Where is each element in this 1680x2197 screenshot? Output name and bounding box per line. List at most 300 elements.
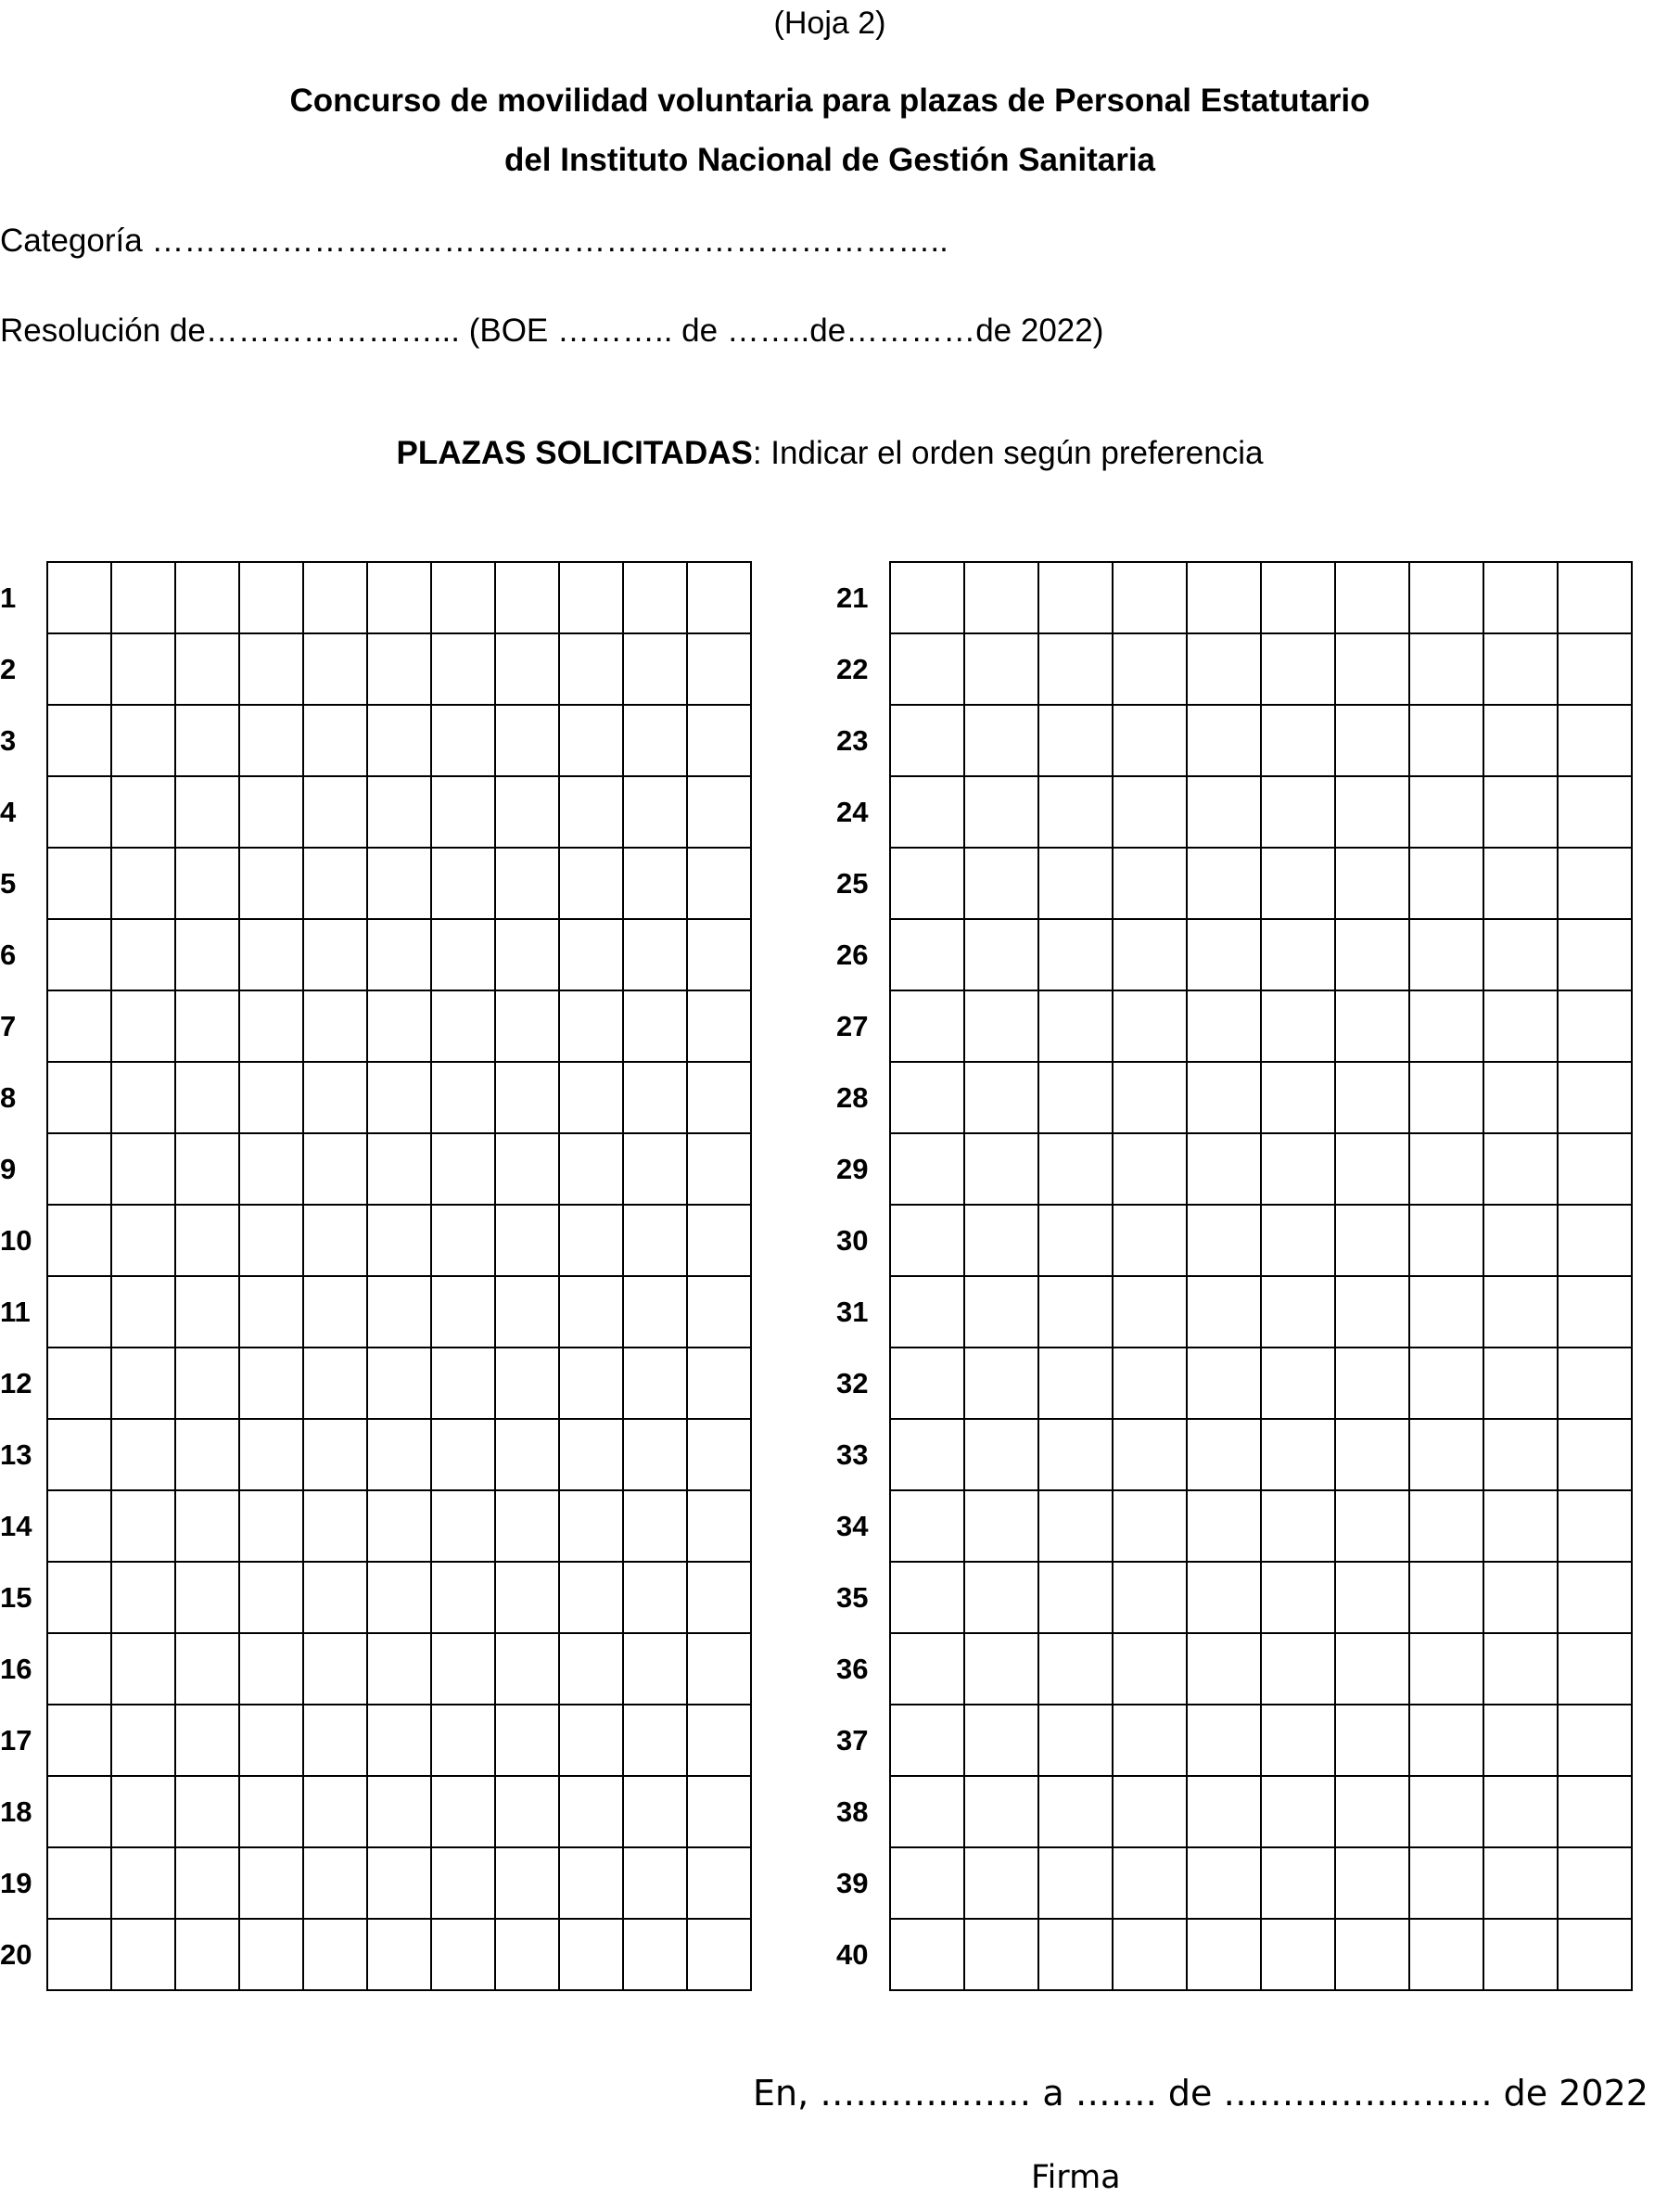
plaza-code-cell[interactable] [1261,1205,1335,1276]
plaza-code-cell[interactable] [303,1705,367,1776]
plaza-code-cell[interactable] [47,1776,111,1847]
plaza-code-cell[interactable] [687,1490,751,1562]
plaza-code-cell[interactable] [111,848,175,919]
plaza-code-cell[interactable] [1409,1490,1483,1562]
plaza-code-cell[interactable] [1261,705,1335,776]
plaza-code-cell[interactable] [890,705,964,776]
plaza-code-cell[interactable] [367,776,431,848]
plaza-code-cell[interactable] [1038,990,1113,1062]
plaza-code-cell[interactable] [495,1562,559,1633]
plaza-code-cell[interactable] [303,1562,367,1633]
plaza-code-cell[interactable] [559,1776,623,1847]
plaza-code-cell[interactable] [303,1490,367,1562]
plaza-code-cell[interactable] [623,1847,687,1919]
plaza-code-cell[interactable] [1113,1490,1187,1562]
plaza-code-cell[interactable] [303,1133,367,1205]
plaza-code-cell[interactable] [111,1348,175,1419]
plaza-code-cell[interactable] [47,1276,111,1348]
plaza-code-cell[interactable] [1038,776,1113,848]
plaza-code-cell[interactable] [1409,1348,1483,1419]
plaza-code-cell[interactable] [175,848,239,919]
plaza-code-cell[interactable] [1038,562,1113,633]
plaza-code-cell[interactable] [367,562,431,633]
plaza-code-cell[interactable] [623,1205,687,1276]
plaza-code-cell[interactable] [1483,1062,1558,1133]
plaza-code-cell[interactable] [1113,919,1187,990]
plaza-code-cell[interactable] [964,1562,1038,1633]
plaza-code-cell[interactable] [239,1776,303,1847]
plaza-code-cell[interactable] [239,848,303,919]
plaza-code-cell[interactable] [175,1419,239,1490]
plaza-code-cell[interactable] [559,633,623,705]
plaza-code-cell[interactable] [431,1419,495,1490]
plaza-code-cell[interactable] [1113,562,1187,633]
plaza-code-cell[interactable] [1558,1348,1632,1419]
plaza-code-cell[interactable] [1038,1705,1113,1776]
plaza-code-cell[interactable] [559,1847,623,1919]
plaza-code-cell[interactable] [1409,1419,1483,1490]
plaza-code-cell[interactable] [1335,1776,1409,1847]
plaza-code-cell[interactable] [1335,1490,1409,1562]
plaza-code-cell[interactable] [1483,1633,1558,1705]
plaza-code-cell[interactable] [111,776,175,848]
plaza-code-cell[interactable] [1558,990,1632,1062]
plaza-code-cell[interactable] [559,776,623,848]
plaza-code-cell[interactable] [1187,562,1261,633]
plaza-code-cell[interactable] [559,919,623,990]
plaza-code-cell[interactable] [687,562,751,633]
plaza-code-cell[interactable] [1409,1562,1483,1633]
plaza-code-cell[interactable] [239,562,303,633]
plaza-code-cell[interactable] [890,1276,964,1348]
plaza-code-cell[interactable] [1335,919,1409,990]
plaza-code-cell[interactable] [1038,1133,1113,1205]
plaza-code-cell[interactable] [47,990,111,1062]
plaza-code-cell[interactable] [559,1062,623,1133]
plaza-code-cell[interactable] [47,1633,111,1705]
plaza-code-cell[interactable] [1483,633,1558,705]
plaza-code-cell[interactable] [559,990,623,1062]
plaza-code-cell[interactable] [495,848,559,919]
plaza-code-cell[interactable] [47,1062,111,1133]
plaza-code-cell[interactable] [964,1276,1038,1348]
plaza-code-cell[interactable] [303,1847,367,1919]
plaza-code-cell[interactable] [239,776,303,848]
plaza-code-cell[interactable] [111,1705,175,1776]
plaza-code-cell[interactable] [111,1490,175,1562]
plaza-code-cell[interactable] [964,990,1038,1062]
plaza-code-cell[interactable] [559,1348,623,1419]
plaza-code-cell[interactable] [111,1133,175,1205]
plaza-code-cell[interactable] [1335,848,1409,919]
plaza-code-cell[interactable] [111,1205,175,1276]
plaza-code-cell[interactable] [1187,1348,1261,1419]
plaza-code-cell[interactable] [1335,1133,1409,1205]
plaza-code-cell[interactable] [623,1490,687,1562]
plaza-code-cell[interactable] [303,1633,367,1705]
plaza-code-cell[interactable] [367,1348,431,1419]
plaza-code-cell[interactable] [1038,919,1113,990]
plaza-code-cell[interactable] [964,1847,1038,1919]
plaza-code-cell[interactable] [367,1062,431,1133]
plaza-code-cell[interactable] [1409,1776,1483,1847]
plaza-code-cell[interactable] [1483,1562,1558,1633]
plaza-code-cell[interactable] [367,1205,431,1276]
plaza-code-cell[interactable] [239,1205,303,1276]
plaza-code-cell[interactable] [890,1205,964,1276]
plaza-code-cell[interactable] [1113,633,1187,705]
plaza-code-cell[interactable] [623,1705,687,1776]
plaza-code-cell[interactable] [239,1919,303,1990]
plaza-code-cell[interactable] [1038,1562,1113,1633]
plaza-code-cell[interactable] [687,1276,751,1348]
plaza-code-cell[interactable] [1038,1490,1113,1562]
plaza-code-cell[interactable] [890,1133,964,1205]
plaza-code-cell[interactable] [239,1490,303,1562]
plaza-code-cell[interactable] [559,1419,623,1490]
plaza-code-cell[interactable] [431,1633,495,1705]
plaza-code-cell[interactable] [623,1776,687,1847]
plaza-code-cell[interactable] [303,1276,367,1348]
plaza-code-cell[interactable] [303,1348,367,1419]
plaza-code-cell[interactable] [367,1490,431,1562]
plaza-code-cell[interactable] [175,1348,239,1419]
plaza-code-cell[interactable] [623,633,687,705]
plaza-code-cell[interactable] [1558,1847,1632,1919]
plaza-code-cell[interactable] [1113,848,1187,919]
plaza-code-cell[interactable] [964,1348,1038,1419]
plaza-code-cell[interactable] [1038,1348,1113,1419]
plaza-code-cell[interactable] [1187,1276,1261,1348]
plaza-code-cell[interactable] [111,1776,175,1847]
plaza-code-cell[interactable] [1113,1705,1187,1776]
plaza-code-cell[interactable] [367,1562,431,1633]
plaza-code-cell[interactable] [495,1348,559,1419]
plaza-code-cell[interactable] [1409,705,1483,776]
plaza-code-cell[interactable] [1483,1776,1558,1847]
plaza-code-cell[interactable] [1038,848,1113,919]
plaza-code-cell[interactable] [890,776,964,848]
plaza-code-cell[interactable] [623,1919,687,1990]
plaza-code-cell[interactable] [1038,705,1113,776]
plaza-code-cell[interactable] [111,1062,175,1133]
plaza-code-cell[interactable] [175,990,239,1062]
plaza-code-cell[interactable] [303,848,367,919]
plaza-code-cell[interactable] [1558,705,1632,776]
plaza-code-cell[interactable] [1187,990,1261,1062]
plaza-code-cell[interactable] [1409,633,1483,705]
plaza-code-cell[interactable] [111,1633,175,1705]
plaza-code-cell[interactable] [431,1490,495,1562]
plaza-code-cell[interactable] [1335,562,1409,633]
plaza-code-cell[interactable] [431,705,495,776]
plaza-code-cell[interactable] [1113,1276,1187,1348]
plaza-code-cell[interactable] [175,1205,239,1276]
plaza-code-cell[interactable] [890,1919,964,1990]
plaza-code-cell[interactable] [1483,705,1558,776]
plaza-code-cell[interactable] [1261,1633,1335,1705]
plaza-code-cell[interactable] [1483,1276,1558,1348]
plaza-code-cell[interactable] [623,705,687,776]
plaza-code-cell[interactable] [495,1419,559,1490]
plaza-code-cell[interactable] [1409,1062,1483,1133]
plaza-code-cell[interactable] [1187,705,1261,776]
plaza-code-cell[interactable] [964,1419,1038,1490]
plaza-code-cell[interactable] [1483,1348,1558,1419]
plaza-code-cell[interactable] [964,1133,1038,1205]
plaza-code-cell[interactable] [1261,1133,1335,1205]
plaza-code-cell[interactable] [890,990,964,1062]
plaza-code-cell[interactable] [303,1062,367,1133]
plaza-code-cell[interactable] [111,1276,175,1348]
plaza-code-cell[interactable] [1483,562,1558,633]
plaza-code-cell[interactable] [1335,990,1409,1062]
plaza-code-cell[interactable] [890,1419,964,1490]
plaza-code-cell[interactable] [1409,1133,1483,1205]
plaza-code-cell[interactable] [964,1062,1038,1133]
plaza-code-cell[interactable] [495,1062,559,1133]
plaza-code-cell[interactable] [1261,1490,1335,1562]
plaza-code-cell[interactable] [1038,1419,1113,1490]
plaza-code-cell[interactable] [47,1847,111,1919]
plaza-code-cell[interactable] [964,562,1038,633]
plaza-code-cell[interactable] [175,562,239,633]
plaza-code-cell[interactable] [431,1205,495,1276]
plaza-code-cell[interactable] [111,990,175,1062]
plaza-code-cell[interactable] [1409,1205,1483,1276]
plaza-code-cell[interactable] [111,1919,175,1990]
plaza-code-cell[interactable] [47,1419,111,1490]
plaza-code-cell[interactable] [47,1133,111,1205]
plaza-code-cell[interactable] [495,1705,559,1776]
plaza-code-cell[interactable] [303,776,367,848]
plaza-code-cell[interactable] [1483,848,1558,919]
plaza-code-cell[interactable] [47,1919,111,1990]
plaza-code-cell[interactable] [1558,1133,1632,1205]
plaza-code-cell[interactable] [890,919,964,990]
plaza-code-cell[interactable] [1038,1062,1113,1133]
plaza-code-cell[interactable] [1261,1776,1335,1847]
plaza-code-cell[interactable] [495,990,559,1062]
plaza-code-cell[interactable] [111,1562,175,1633]
plaza-code-cell[interactable] [1335,1348,1409,1419]
plaza-code-cell[interactable] [239,1348,303,1419]
plaza-code-cell[interactable] [687,633,751,705]
plaza-code-cell[interactable] [303,562,367,633]
plaza-code-cell[interactable] [495,1205,559,1276]
plaza-code-cell[interactable] [1335,1419,1409,1490]
plaza-code-cell[interactable] [431,1348,495,1419]
plaza-code-cell[interactable] [890,1562,964,1633]
plaza-code-cell[interactable] [239,1847,303,1919]
plaza-code-cell[interactable] [964,633,1038,705]
plaza-code-cell[interactable] [47,919,111,990]
plaza-code-cell[interactable] [964,1205,1038,1276]
plaza-code-cell[interactable] [1483,776,1558,848]
plaza-code-cell[interactable] [1409,1705,1483,1776]
plaza-code-cell[interactable] [559,705,623,776]
plaza-code-cell[interactable] [175,1490,239,1562]
plaza-code-cell[interactable] [47,562,111,633]
plaza-code-cell[interactable] [1113,1776,1187,1847]
plaza-code-cell[interactable] [1409,1919,1483,1990]
plaza-code-cell[interactable] [1261,1919,1335,1990]
plaza-code-cell[interactable] [367,919,431,990]
plaza-code-cell[interactable] [175,1062,239,1133]
plaza-code-cell[interactable] [1261,990,1335,1062]
plaza-code-cell[interactable] [495,1133,559,1205]
date-line[interactable]: En, ……………… a ……. de ………………….. de 2022 [753,2073,1648,2114]
plaza-code-cell[interactable] [964,1919,1038,1990]
plaza-code-cell[interactable] [1409,776,1483,848]
plaza-code-cell[interactable] [495,1776,559,1847]
plaza-code-cell[interactable] [890,848,964,919]
plaza-code-cell[interactable] [1113,1633,1187,1705]
plaza-code-cell[interactable] [239,919,303,990]
plaza-code-cell[interactable] [687,990,751,1062]
plaza-code-cell[interactable] [890,1062,964,1133]
plaza-code-cell[interactable] [175,705,239,776]
plaza-code-cell[interactable] [890,633,964,705]
plaza-code-cell[interactable] [1113,1348,1187,1419]
plaza-code-cell[interactable] [47,848,111,919]
plaza-code-cell[interactable] [111,633,175,705]
plaza-code-cell[interactable] [431,562,495,633]
plaza-code-cell[interactable] [964,1633,1038,1705]
plaza-code-cell[interactable] [1335,776,1409,848]
plaza-code-cell[interactable] [431,776,495,848]
plaza-code-cell[interactable] [431,848,495,919]
plaza-code-cell[interactable] [1261,919,1335,990]
plaza-code-cell[interactable] [367,990,431,1062]
plaza-code-cell[interactable] [1261,1705,1335,1776]
plaza-code-cell[interactable] [175,776,239,848]
plaza-code-cell[interactable] [1038,1205,1113,1276]
plaza-code-cell[interactable] [1483,1847,1558,1919]
plaza-code-cell[interactable] [1113,1562,1187,1633]
plaza-code-cell[interactable] [1038,1276,1113,1348]
plaza-code-cell[interactable] [111,705,175,776]
plaza-code-cell[interactable] [495,919,559,990]
plaza-code-cell[interactable] [1409,1276,1483,1348]
plaza-code-cell[interactable] [964,1705,1038,1776]
plaza-code-cell[interactable] [495,776,559,848]
plaza-code-cell[interactable] [1409,919,1483,990]
plaza-code-cell[interactable] [1261,1348,1335,1419]
plaza-code-cell[interactable] [623,562,687,633]
plaza-code-cell[interactable] [1113,776,1187,848]
plaza-code-cell[interactable] [1187,919,1261,990]
plaza-code-cell[interactable] [1558,848,1632,919]
plaza-code-cell[interactable] [623,990,687,1062]
plaza-code-cell[interactable] [1038,1633,1113,1705]
plaza-code-cell[interactable] [890,562,964,633]
plaza-code-cell[interactable] [687,848,751,919]
plaza-code-cell[interactable] [111,562,175,633]
plaza-code-cell[interactable] [495,1847,559,1919]
plaza-code-cell[interactable] [1558,1705,1632,1776]
plaza-code-cell[interactable] [1113,1919,1187,1990]
plaza-code-cell[interactable] [47,776,111,848]
plaza-code-cell[interactable] [964,848,1038,919]
plaza-code-cell[interactable] [1187,1776,1261,1847]
plaza-code-cell[interactable] [1187,1847,1261,1919]
plaza-code-cell[interactable] [239,1276,303,1348]
plaza-code-cell[interactable] [239,1633,303,1705]
plaza-code-cell[interactable] [1113,1062,1187,1133]
plaza-code-cell[interactable] [175,633,239,705]
plaza-code-cell[interactable] [1261,1419,1335,1490]
plaza-code-cell[interactable] [1187,633,1261,705]
plaza-code-cell[interactable] [1558,1419,1632,1490]
plaza-code-cell[interactable] [1483,1490,1558,1562]
plaza-code-cell[interactable] [1113,1419,1187,1490]
plaza-code-cell[interactable] [367,1633,431,1705]
plaza-code-cell[interactable] [623,1562,687,1633]
plaza-code-cell[interactable] [1113,1205,1187,1276]
plaza-code-cell[interactable] [111,1847,175,1919]
plaza-code-cell[interactable] [1038,1847,1113,1919]
plaza-code-cell[interactable] [367,633,431,705]
plaza-code-cell[interactable] [559,1633,623,1705]
resolucion-field[interactable]: Resolución de…………………... (BOE ……….. de ……..de…………de 2022) [0,313,1104,349]
plaza-code-cell[interactable] [687,1776,751,1847]
plaza-code-cell[interactable] [47,1490,111,1562]
plaza-code-cell[interactable] [1187,1490,1261,1562]
plaza-code-cell[interactable] [687,705,751,776]
plaza-code-cell[interactable] [431,1062,495,1133]
plaza-code-cell[interactable] [1558,1633,1632,1705]
plaza-code-cell[interactable] [367,1919,431,1990]
plaza-code-cell[interactable] [175,1633,239,1705]
plaza-code-cell[interactable] [431,1705,495,1776]
plaza-code-cell[interactable] [1483,990,1558,1062]
plaza-code-cell[interactable] [559,562,623,633]
plaza-code-cell[interactable] [964,919,1038,990]
plaza-code-cell[interactable] [495,1490,559,1562]
plaza-code-cell[interactable] [495,633,559,705]
plaza-code-cell[interactable] [495,1919,559,1990]
plaza-code-cell[interactable] [559,848,623,919]
plaza-code-cell[interactable] [687,1919,751,1990]
plaza-code-cell[interactable] [1558,776,1632,848]
plaza-code-cell[interactable] [303,1776,367,1847]
plaza-code-cell[interactable] [175,1276,239,1348]
plaza-code-cell[interactable] [687,776,751,848]
plaza-code-cell[interactable] [495,1276,559,1348]
plaza-code-cell[interactable] [559,1205,623,1276]
plaza-code-cell[interactable] [303,919,367,990]
plaza-code-cell[interactable] [1483,1705,1558,1776]
plaza-code-cell[interactable] [111,919,175,990]
plaza-code-cell[interactable] [687,1847,751,1919]
plaza-code-cell[interactable] [1335,1562,1409,1633]
plaza-code-cell[interactable] [890,1490,964,1562]
plaza-code-cell[interactable] [687,1205,751,1276]
plaza-code-cell[interactable] [175,1133,239,1205]
plaza-code-cell[interactable] [367,1705,431,1776]
plaza-code-cell[interactable] [1558,1776,1632,1847]
plaza-code-cell[interactable] [1187,1062,1261,1133]
plaza-code-cell[interactable] [239,990,303,1062]
plaza-code-cell[interactable] [239,633,303,705]
plaza-code-cell[interactable] [890,1705,964,1776]
plaza-code-cell[interactable] [687,1633,751,1705]
plaza-code-cell[interactable] [964,705,1038,776]
plaza-code-cell[interactable] [1483,1919,1558,1990]
plaza-code-cell[interactable] [890,1348,964,1419]
plaza-code-cell[interactable] [367,1847,431,1919]
